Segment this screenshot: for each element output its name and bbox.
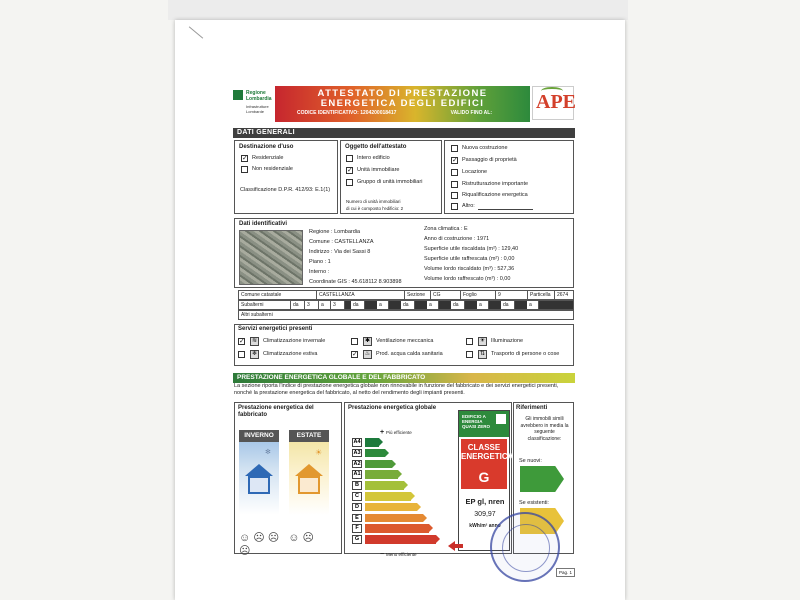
estate-label: ESTATE (289, 430, 329, 442)
comune-catastale-label: Comune catastale (239, 291, 317, 299)
foglio-label: Foglio (461, 291, 496, 299)
regione-text: Regione : Lombardia (309, 229, 361, 235)
code-label: CODICE IDENTIFICATIVO: 1204200018417 (297, 110, 397, 116)
subalterni-fill-3 (389, 301, 401, 309)
piu-efficiente-label (380, 429, 412, 436)
subalterni-da-1: da (291, 301, 305, 309)
altro-checkbox[interactable] (451, 203, 458, 210)
non-residenziale-label: Non residenziale (252, 166, 293, 172)
riferimenti-title: Riferimenti (516, 405, 548, 411)
region-emblem-icon (233, 90, 243, 100)
riferimenti-text: Gli immobili simili avrebbero in media la seguente classificazione: (520, 416, 569, 442)
sezione-label: Sezione (405, 291, 431, 299)
cooling-icon: ❄ (251, 351, 258, 357)
servizio-6: Trasporto di persone o cose (491, 351, 560, 357)
subalterni-a-5: a (527, 301, 539, 309)
clim-estiva-checkbox[interactable] (238, 351, 245, 358)
subalterni-fill-9 (539, 301, 573, 309)
classe-value: G (478, 469, 490, 485)
subalterni-value-1: 3 (305, 301, 319, 309)
subalterni-da-5: da (501, 301, 515, 309)
class-letter-d: D (352, 503, 362, 512)
subalterni-da-2: da (351, 301, 365, 309)
servizio-4: Prod. acqua calda sanitaria (376, 351, 443, 357)
minus-icon: − (380, 551, 387, 558)
altro-label: Altro: (462, 203, 475, 209)
class-bar-g (365, 535, 436, 544)
subalterni-value-2: 3 (331, 301, 345, 309)
fabbricato-title: Prestazione energetica del fabbricato (238, 405, 314, 418)
altri-subalterni-label: Altri subalterni (241, 312, 273, 318)
prestazione-bar: PRESTAZIONE ENERGETICA GLOBALE E DEL FABBRICATO (233, 373, 575, 383)
nuovi-label: Se nuovi: (519, 458, 542, 464)
class-bar-d (365, 503, 417, 512)
numero-unita-label: Numero di unità immobiliari (346, 199, 401, 204)
ventilation-icon: ✱ (364, 338, 371, 344)
oggetto-label: Oggetto dell'attestato (345, 144, 407, 150)
face-ratings: ☺☹☹ ☺☹☹ (239, 532, 317, 557)
servizi-title: Servizi energetici presenti (238, 326, 313, 332)
edificio-zero-label: EDIFICIO A ENERGIA QUASI ZERO (462, 414, 491, 429)
piano-text: Piano : 1 (309, 259, 331, 265)
ep-unit: kWh/m² anno (469, 523, 501, 529)
locazione-checkbox[interactable] (451, 169, 458, 176)
class-bar-a4 (365, 438, 379, 447)
house-body-estate-icon (298, 476, 320, 494)
nuova-costruzione-label: Nuova costruzione (462, 145, 508, 151)
residenziale-checkbox[interactable]: ✓ (242, 155, 248, 162)
intero-edificio-checkbox[interactable] (346, 155, 353, 162)
zona-text: Zona climatica : E (424, 226, 468, 232)
lighting-icon: ☀ (479, 338, 486, 344)
non-residenziale-checkbox[interactable] (241, 166, 248, 173)
subalterni-a-3: a (427, 301, 439, 309)
unita-immobiliare-checkbox[interactable]: ✓ (347, 167, 353, 174)
sup-risc-text: Superficie utile riscaldata (m²) : 129,40 (424, 246, 519, 252)
passaggio-label: Passaggio di proprietà (462, 157, 517, 163)
subalterni-fill-2 (365, 301, 377, 309)
trasporto-checkbox[interactable] (466, 351, 473, 358)
destinazione-label: Destinazione d'uso (239, 144, 294, 150)
catasto-row-1 (238, 290, 574, 300)
illuminazione-checkbox[interactable] (466, 338, 473, 345)
nuova-costruzione-checkbox[interactable] (451, 145, 458, 152)
class-letter-a4: A4 (353, 439, 361, 445)
ep-value: 309,97 (474, 511, 496, 518)
subalterni-a-1: a (319, 301, 331, 309)
title-line2: ENERGETICA DEGLI EDIFICI (320, 98, 485, 109)
region-logo (233, 88, 273, 120)
catasto-row-3 (238, 310, 574, 320)
subalterni-fill-8 (515, 301, 527, 309)
foglio-value: 9 (496, 291, 528, 299)
subalterni-label: Subalterni (239, 301, 291, 309)
classe-pointer-stem (455, 544, 463, 548)
anno-text: Anno di costruzione : 1971 (424, 236, 490, 242)
acqua-calda-checkbox[interactable]: ✓ (352, 351, 358, 358)
subalterni-da-3: da (401, 301, 415, 309)
catasto-row-2 (238, 300, 574, 310)
hot-water-icon: ♨ (364, 351, 371, 357)
riqualificazione-checkbox[interactable] (451, 192, 458, 199)
house-body-inverno-icon (248, 476, 270, 494)
classe-pointer-icon (448, 541, 455, 551)
meno-efficiente-text: Meno efficiente (386, 552, 417, 557)
class-bar-f (365, 524, 429, 533)
subalterni-a-2: a (377, 301, 389, 309)
passaggio-checkbox[interactable]: ✓ (452, 157, 458, 164)
esistenti-label: Se esistenti: (519, 500, 549, 506)
particella-label: Particella (528, 291, 555, 299)
inverno-label: INVERNO (239, 430, 279, 442)
subalterni-fill-4 (415, 301, 427, 309)
ristrutturazione-checkbox[interactable] (451, 181, 458, 188)
comune-catastale-value: CASTELLANZA (317, 291, 405, 299)
class-letter-a2: A2 (353, 460, 361, 467)
building-thumbnail (239, 230, 303, 285)
class-letter-f: F (352, 524, 362, 533)
subalterni-a-4: a (477, 301, 489, 309)
sun-icon: ☀ (315, 448, 323, 457)
class-bar-c (365, 492, 411, 501)
estate-panel (289, 432, 329, 515)
nuovi-arrow (520, 466, 564, 492)
ristrutturazione-label: Ristrutturazione importante (462, 181, 529, 187)
coordinate-text: Coordinate GIS : 45.618112 8.903898 (309, 279, 402, 285)
servizio-3: Ventilazione meccanica (376, 338, 434, 344)
sup-raff-text: Superficie utile raffrescata (m²) : 0,00 (424, 256, 515, 262)
subalterni-fill-6 (465, 301, 477, 309)
comune-text: Comune : CASTELLANZA (309, 239, 374, 245)
servizio-1: Climatizzazione invernale (263, 338, 326, 344)
dati-generali-bar: DATI GENERALI (233, 128, 575, 138)
class-letter-a1: A1 (353, 471, 361, 478)
class-bar-e (365, 514, 423, 523)
title-line1: ATTESTATO DI PRESTAZIONE (317, 88, 488, 99)
composto-label: di cui è composto l'edificio: 2 (346, 206, 404, 211)
plus-icon: + (380, 429, 387, 436)
classificazione-text: Classificazione D.P.R. 412/93: E.1(1) (240, 187, 331, 193)
identificativi-title: Dati identificativi (239, 221, 288, 227)
house-roof-estate-icon (295, 464, 323, 476)
ape-logo (532, 86, 574, 120)
sezione-value: CG (431, 291, 461, 299)
class-bar-b (365, 481, 404, 490)
class-letter-b: B (352, 481, 362, 490)
page-number: Pag. 1 (556, 568, 575, 577)
class-bar-a2 (365, 460, 392, 469)
altro-line (478, 209, 533, 210)
class-bar-a3 (365, 449, 385, 458)
subalterni-fill-7 (489, 301, 501, 309)
unita-immobiliare-label: Unità immobiliare (357, 167, 400, 173)
transport-icon: ⇅ (479, 351, 486, 357)
heating-icon: ≋ (251, 338, 258, 344)
inverno-panel (239, 432, 279, 515)
class-bar-a1 (365, 470, 398, 479)
particella-value: 2674 (557, 292, 569, 298)
gruppo-unita-checkbox[interactable] (346, 179, 353, 186)
title-banner (275, 86, 530, 122)
servizio-5: Illuminazione (491, 338, 524, 344)
class-letter-g: G (352, 535, 362, 544)
ape-logo-text: APE (536, 91, 576, 113)
residenziale-label: Residenziale (252, 155, 284, 161)
subalterni-fill-5 (439, 301, 451, 309)
ventilazione-checkbox[interactable] (351, 338, 358, 345)
class-letter-a3: A3 (353, 449, 361, 456)
intero-edificio-label: Intero edificio (357, 155, 390, 161)
edificio-zero-checkbox[interactable] (496, 414, 506, 424)
globale-title: Prestazione energetica globale (348, 405, 437, 411)
destinazione-box (234, 140, 338, 214)
subalterni-da-4: da (451, 301, 465, 309)
clim-invernale-checkbox[interactable]: ✓ (239, 338, 245, 345)
gruppo-unita-label: Gruppo di unità immobiliari (357, 179, 423, 185)
house-roof-inverno-icon (245, 464, 273, 476)
snowflake-icon: ✻ (265, 449, 271, 456)
indirizzo-text: Indirizzo : Via dei Sassi 8 (309, 249, 371, 255)
vol-raff-text: Volume lordo raffrescato (m³) : 0,00 (424, 276, 511, 282)
servizio-2: Climatizzazione estiva (263, 351, 318, 357)
ep-label: EP gl, nren (465, 497, 505, 506)
meno-efficiente-label (380, 551, 416, 558)
valid-label: VALIDO FINO AL: (450, 110, 492, 116)
region-name: Regione Lombardia (246, 90, 272, 102)
professional-stamp (490, 512, 560, 582)
vol-risc-text: Volume lordo riscaldato (m³) : 527,36 (424, 266, 515, 272)
paper-edge (168, 0, 628, 20)
edificio-zero-header (459, 411, 509, 437)
prestazione-paragraph: La sezione riporta l'indice di prestazione energetica globale non rinnovabile in funzione del fabbricato e dei servizi energetici presenti, nonché la prestazione energetica del fabbricato, al netto del rendimento degli impianti presenti. (234, 383, 559, 396)
interno-text: Interno : (309, 269, 330, 275)
locazione-label: Locazione (462, 169, 488, 175)
class-letter-e: E (352, 514, 362, 523)
classe-red-panel (461, 439, 514, 489)
class-letter-c: C (352, 492, 362, 501)
classe-label: CLASSE ENERGETICA (461, 443, 514, 461)
region-sub: Infrastrutture Lombarde (246, 104, 269, 114)
riqualificazione-label: Riqualificazione energetica (462, 192, 528, 198)
piu-efficiente-text: Più efficiente (386, 430, 412, 435)
